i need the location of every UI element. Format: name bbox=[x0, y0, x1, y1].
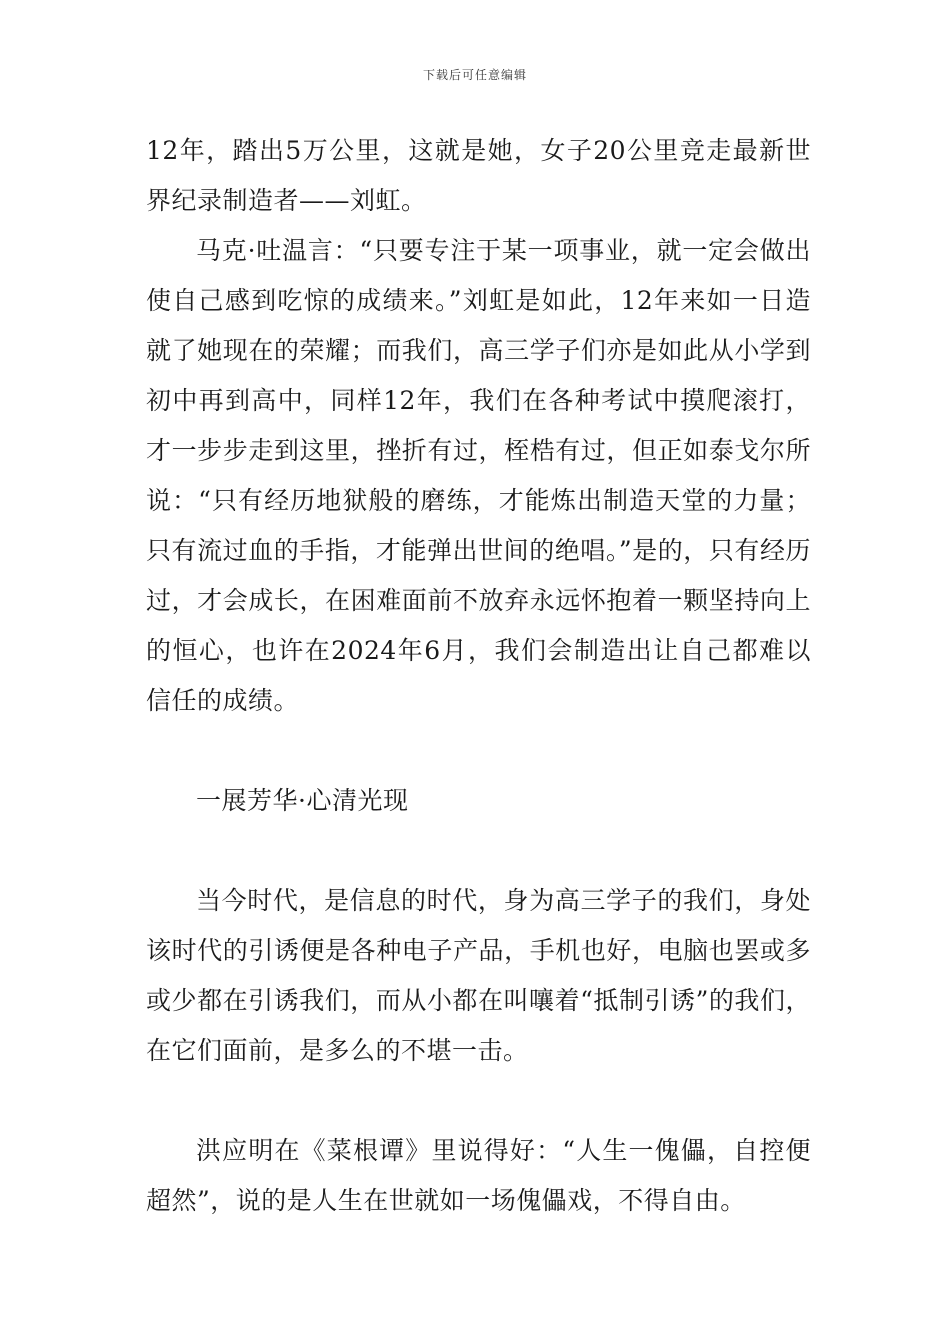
spacer bbox=[146, 1076, 811, 1126]
section-heading: 一展芳华·心清光现 bbox=[196, 786, 409, 815]
header-note: 下载后可任意编辑 bbox=[422, 68, 527, 82]
paragraph-liu-hong-intro: 12年，踏出5万公里，这就是她，女子20公里竞走最新世界纪录制造者——刘虹。 bbox=[146, 136, 811, 215]
paragraph-caigentan-quote: 洪应明在《菜根谭》里说得好：“人生一傀儡，自控便超然”，说的是人生在世就如一场傀儡戏，不得自由。 bbox=[146, 1136, 811, 1215]
spacer bbox=[146, 726, 811, 776]
spacer bbox=[146, 826, 811, 876]
paragraph-information-age: 当今时代，是信息的时代，身为高三学子的我们，身处该时代的引诱便是各种电子产品，手机也好，电脑也罢或多或少都在引诱我们，而从小都在叫嚷着“抵制引诱”的我们，在它们面前，是多么的不堪一击。 bbox=[146, 886, 811, 1065]
paragraph-mark-twain-quote: 马克·吐温言：“只要专注于某一项事业，就一定会做出使自己感到吃惊的成绩来。”刘虹是如此，12年来如一日造就了她现在的荣耀；而我们，高三学子们亦是如此从小学到初中再到高中，同样12年，我们在各种考试中摸爬滚打，才一步步走到这里，挫折有过，桎梏有过，但正如泰戈尔所说：“只有经历地狱般的磨练，才能炼出制造天堂的力量；只有流过血的手指，才能弹出世间的绝唱。”是的，只有经历过，才会成长，在困难面前不放弃永远怀抱着一颗坚持向上的恒心，也许在2024年6月，我们会制造出让自己都难以信任的成绩。 bbox=[146, 236, 811, 715]
document-body bbox=[146, 126, 811, 1226]
